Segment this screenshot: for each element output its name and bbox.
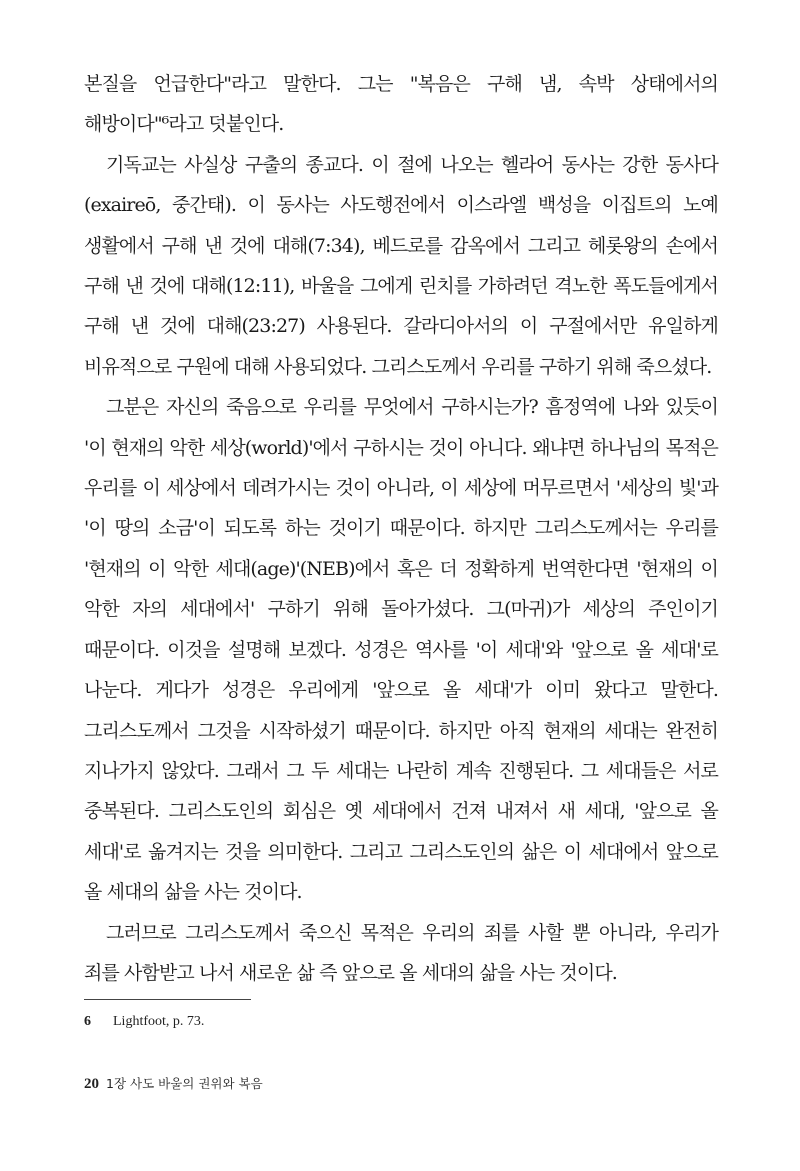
chapter-title: 1장 사도 바울의 권위와 복음 xyxy=(106,1076,263,1091)
main-text xyxy=(84,64,718,993)
paragraph-1: 본질을 언급한다"라고 말한다. 그는 "복음은 구해 냄, 속박 상태에서의 해방이다"⁶라고 덧붙인다. xyxy=(84,73,718,136)
footnote-number: 6 xyxy=(84,1014,91,1029)
page-footer xyxy=(84,1074,263,1093)
paragraph-3: 그분은 자신의 죽음으로 우리를 무엇에서 구하시는가? 흠정역에 나와 있듯이 '이 현재의 악한 세상(world)'에서 구하시는 것이 아니다. 왜냐면 하나님의 목적은 우리를 이 세상에서 데려가시는 것이 아니라, 이 세상에 머무르면서 '세상의 빛'과 '이 땅의 소금'이 되도록 하는 것이기 때문이다. 하지만 그리스도께서는 우리를 '현재의 이 악한 세대(age)'(NEB)에서 혹은 더 정확하게 번역한다면 '현재의 이 악한 자의 세대에서' 구하기 위해 돌아가셨다. 그(마귀)가 세상의 주인이기 때문이다. 이것을 설명해 보겠다. 성경은 역사를 '이 세대'와 '앞으로 올 세대'로 나눈다. 게다가 성경은 우리에게 '앞으로 올 세대'가 이미 왔다고 말한다. 그리스도께서 그것을 시작하셨기 때문이다. 하지만 아직 현재의 세대는 완전히 지나가지 않았다. 그래서 그 두 세대는 나란히 계속 진행된다. 그 세대들은 서로 중복된다. 그리스도인의 회심은 옛 세대에서 건져 내져서 새 세대, '앞으로 올 세대'로 옮겨지는 것을 의미한다. 그리고 그리스도인의 삶은 이 세대에서 앞으로 올 세대의 삶을 사는 것이다. xyxy=(84,396,718,904)
paragraph-4: 그러므로 그리스도께서 죽으신 목적은 우리의 죄를 사할 뿐 아니라, 우리가 죄를 사함받고 나서 새로운 삶 즉 앞으로 올 세대의 삶을 사는 것이다. xyxy=(84,921,718,984)
page-number: 20 xyxy=(84,1076,99,1092)
footnote xyxy=(84,1014,204,1030)
footnote-divider xyxy=(84,999,251,1000)
paragraph-2: 기독교는 사실상 구출의 종교다. 이 절에 나오는 헬라어 동사는 강한 동사다(exaireō, 중간태). 이 동사는 사도행전에서 이스라엘 백성을 이집트의 노예 생활에서 구해 낸 것에 대해(7:34), 베드로를 감옥에서 그리고 헤롯왕의 손에서 구해 낸 것에 대해(12:11), 바울을 그에게 린치를 가하려던 격노한 폭도들에게서 구해 낸 것에 대해(23:27) 사용된다. 갈라디아서의 이 구절에서만 유일하게 비유적으로 구원에 대해 사용되었다. 그리스도께서 우리를 구하기 위해 죽으셨다. xyxy=(84,153,718,378)
footnote-text: Lightfoot, p. 73. xyxy=(113,1014,205,1029)
